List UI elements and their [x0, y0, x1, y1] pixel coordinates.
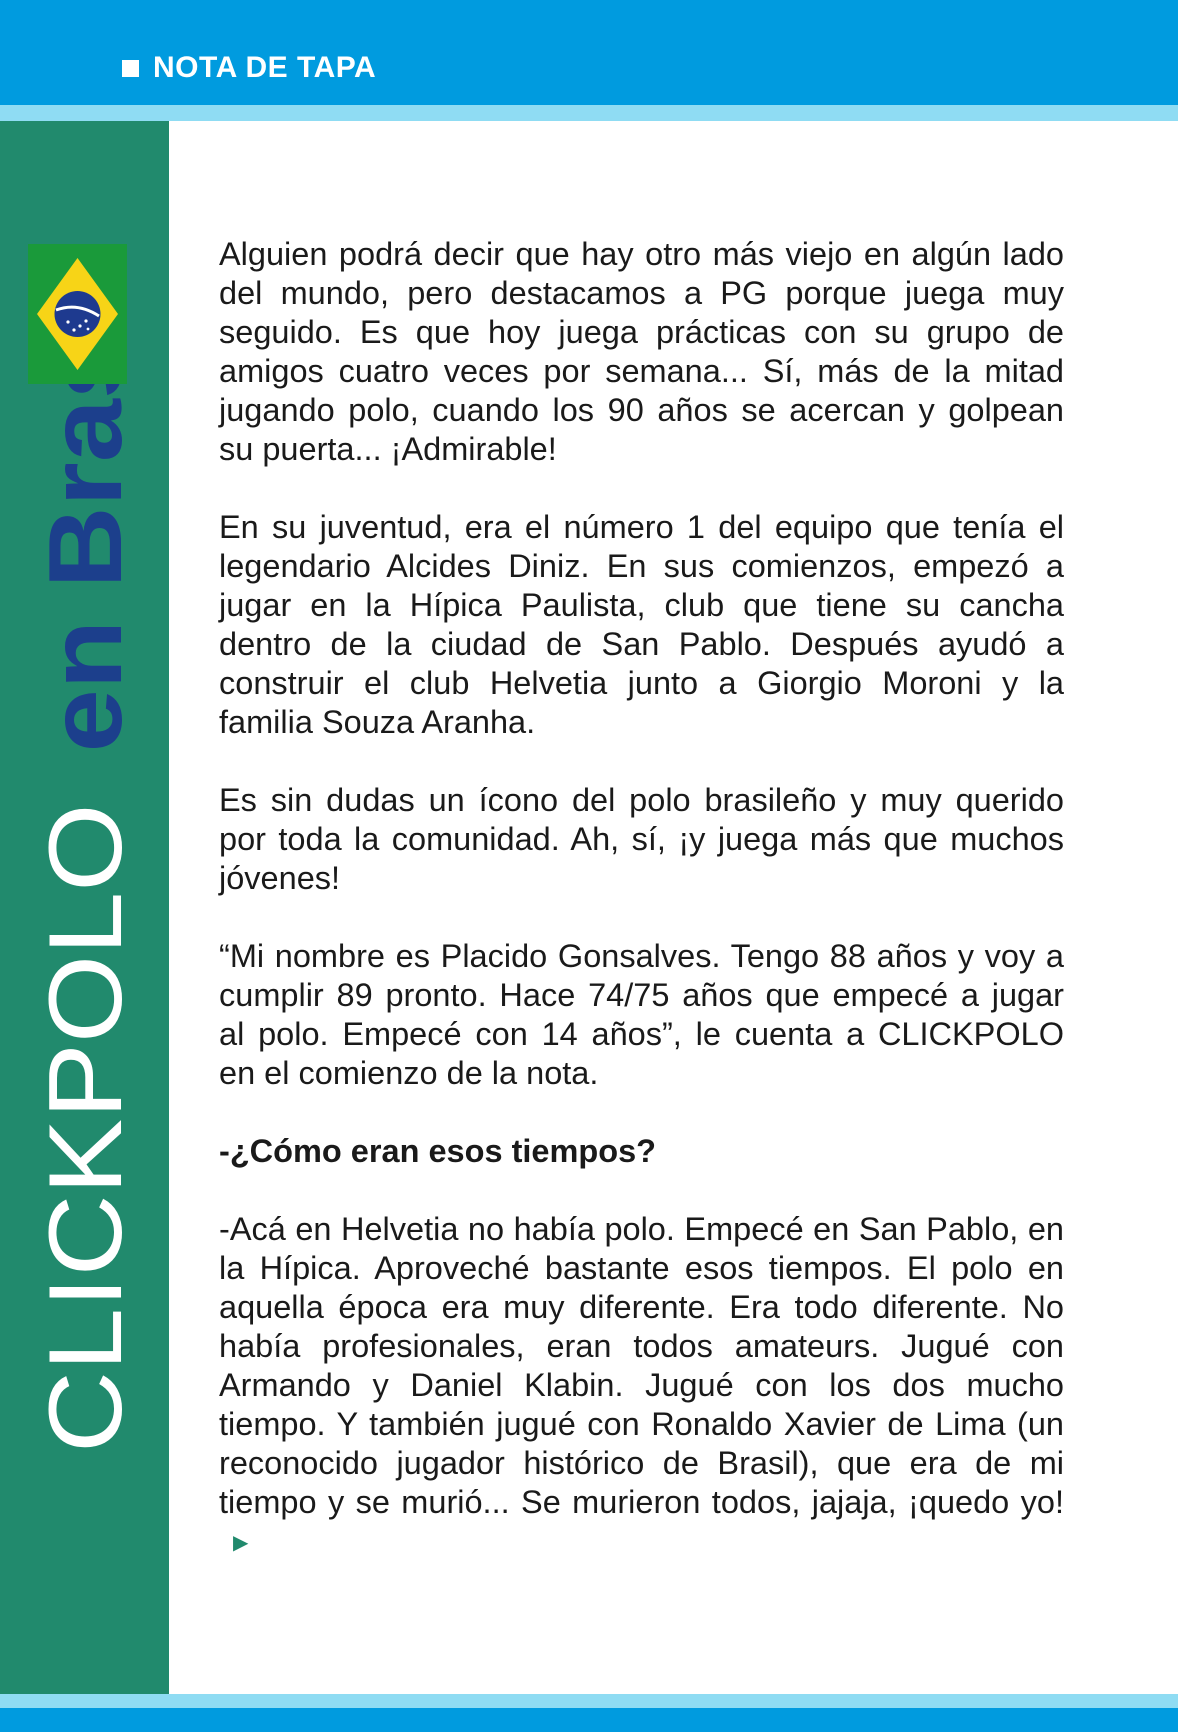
vertical-title-text	[28, 273, 144, 1453]
article-paragraph: “Mi nombre es Placido Gonsalves. Tengo 88 años y voy a cumplir 89 pronto. Hace 74/75 años que empecé a jugar al polo. Empecé con 14 años”, le cuenta a CLICKPOLO en el comienzo de la nota.	[219, 938, 1064, 1091]
header-stripe	[0, 105, 1178, 121]
interview-question: -¿Cómo eran esos tiempos?	[219, 1133, 657, 1169]
continue-arrow-icon[interactable]: ▶	[233, 1531, 249, 1554]
brazil-flag-icon	[28, 244, 127, 384]
interview-answer-text: -Acá en Helvetia no había polo. Empecé en San Pablo, en la Hípica. Aproveché bastante esos tiempos. El polo en aquella época era muy diferente. Era todo diferente. No había profesionales, eran todos amateurs. Jugué con Armando y Daniel Klabin. Jugué con los dos mucho tiempo. Y también jugué con Ronaldo Xavier de Lima (un reconocido jugador histórico de Brasil), que era de mi tiempo y se murió... Se murieron todos, jajaja, ¡quedo yo!	[219, 1211, 1064, 1520]
footer-bar	[0, 1708, 1178, 1732]
section-square-icon	[122, 60, 139, 77]
section-label-text: NOTA DE TAPA	[153, 51, 377, 84]
article-paragraph: Alguien podrá decir que hay otro más viejo en algún lado del mundo, pero destacamos a PG porque juega muy seguido. Es que hoy juega prácticas con su grupo de amigos cuatro veces por semana... Sí, más de la mitad jugando polo, cuando los 90 años se acercan y golpean su puerta... ¡Admirable!	[219, 236, 1064, 467]
vertical-title-part1: CLICKPOLO	[28, 857, 144, 1453]
footer-stripe	[0, 1694, 1178, 1708]
vertical-title-part2: en Brasil	[28, 312, 144, 753]
section-label	[122, 48, 376, 88]
interview-answer	[219, 1210, 1064, 1563]
article-paragraph: En su juventud, era el número 1 del equipo que tenía el legendario Alcides Diniz. En sus comienzos, empezó a jugar en la Hípica Paulista, club que tiene su cancha dentro de la ciudad de San Pablo. Después ayudó a construir el club Helvetia junto a Giorgio Moroni y la familia Souza Aranha.	[219, 509, 1064, 740]
article-paragraph: Es sin dudas un ícono del polo brasileño y muy querido por toda la comunidad. Ah, sí, ¡y juega más que muchos jóvenes!	[219, 782, 1064, 896]
article-body	[219, 235, 1064, 1602]
